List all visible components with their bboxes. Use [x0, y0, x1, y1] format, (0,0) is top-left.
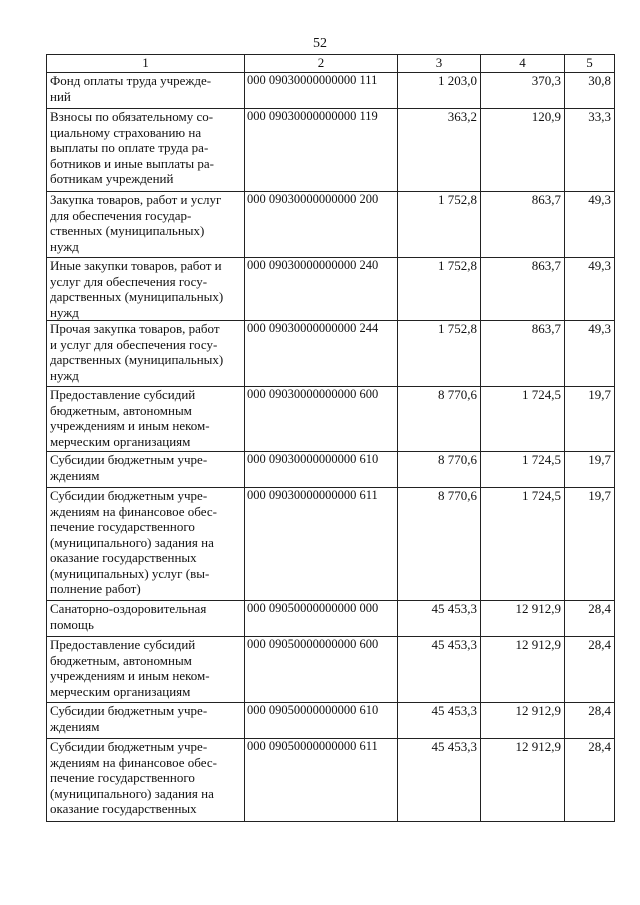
row-fact-cell: 370,3 [481, 73, 565, 109]
table-row [47, 73, 615, 109]
row-code-cell: 000 09030000000000 600 [245, 387, 398, 452]
row-percent-cell: 19,7 [565, 488, 615, 601]
row-name-cell: Санаторно-оздоровительная помощь [47, 601, 245, 637]
table-row [47, 452, 615, 488]
row-plan-cell: 8 770,6 [398, 452, 481, 488]
row-fact-cell: 12 912,9 [481, 601, 565, 637]
row-plan-cell: 45 453,3 [398, 703, 481, 739]
page-number: 52 [313, 36, 327, 51]
row-name-cell: Взносы по обязательному со- циальному страхованию на выплаты по оплате труда ра- ботников и иные выплаты ра- ботникам учреждений [47, 109, 245, 192]
row-code-cell: 000 09050000000000 610 [245, 703, 398, 739]
row-fact-cell: 12 912,9 [481, 703, 565, 739]
row-percent-cell: 30,8 [565, 73, 615, 109]
row-code-cell: 000 09050000000000 000 [245, 601, 398, 637]
row-name-cell: Субсидии бюджетным учре- ждениям [47, 703, 245, 739]
row-plan-cell: 1 752,8 [398, 258, 481, 321]
row-name-cell: Иные закупки товаров, работ и услуг для обеспечения госу- дарственных (муниципальных) нужд [47, 258, 245, 321]
column-header-3: 3 [398, 55, 481, 73]
row-percent-cell: 49,3 [565, 192, 615, 258]
row-fact-cell: 863,7 [481, 192, 565, 258]
row-percent-cell: 28,4 [565, 739, 615, 822]
row-name-cell: Субсидии бюджетным учре- ждениям на финансовое обес- печение государственного (муниципального) задания на оказание государственных [47, 739, 245, 822]
table-row [47, 637, 615, 703]
row-name-cell: Предоставление субсидий бюджетным, автономным учреждениям и иным неком- мерческим организациям [47, 637, 245, 703]
row-code-cell: 000 09030000000000 244 [245, 321, 398, 387]
table-row [47, 109, 615, 192]
row-percent-cell: 49,3 [565, 321, 615, 387]
row-fact-cell: 863,7 [481, 258, 565, 321]
row-fact-cell: 1 724,5 [481, 387, 565, 452]
table-row [47, 321, 615, 387]
row-percent-cell: 19,7 [565, 387, 615, 452]
row-fact-cell: 1 724,5 [481, 488, 565, 601]
row-plan-cell: 1 752,8 [398, 321, 481, 387]
row-plan-cell: 8 770,6 [398, 488, 481, 601]
row-fact-cell: 12 912,9 [481, 637, 565, 703]
row-percent-cell: 49,3 [565, 258, 615, 321]
row-name-cell: Субсидии бюджетным учре- ждениям [47, 452, 245, 488]
row-code-cell: 000 09030000000000 610 [245, 452, 398, 488]
table-row [47, 703, 615, 739]
row-name-cell: Субсидии бюджетным учре- ждениям на финансовое обес- печение государственного (муниципального) задания на оказание государственных (муниципальных) услуг (вы- полнение работ) [47, 488, 245, 601]
row-plan-cell: 1 203,0 [398, 73, 481, 109]
column-header-4: 4 [481, 55, 565, 73]
row-percent-cell: 28,4 [565, 637, 615, 703]
row-code-cell: 000 09030000000000 611 [245, 488, 398, 601]
row-percent-cell: 28,4 [565, 601, 615, 637]
row-name-cell: Закупка товаров, работ и услуг для обеспечения государ- ственных (муниципальных) нужд [47, 192, 245, 258]
table-header-row [47, 55, 615, 73]
row-percent-cell: 19,7 [565, 452, 615, 488]
table-row [47, 258, 615, 321]
column-header-5: 5 [565, 55, 615, 73]
row-plan-cell: 45 453,3 [398, 637, 481, 703]
table-row [47, 192, 615, 258]
table-body [47, 73, 615, 822]
row-name-cell: Прочая закупка товаров, работ и услуг для обеспечения госу- дарственных (муниципальных) нужд [47, 321, 245, 387]
row-plan-cell: 45 453,3 [398, 601, 481, 637]
row-code-cell: 000 09030000000000 200 [245, 192, 398, 258]
row-code-cell: 000 09050000000000 611 [245, 739, 398, 822]
row-name-cell: Предоставление субсидий бюджетным, автономным учреждениям и иным неком- мерческим организациям [47, 387, 245, 452]
table-row [47, 601, 615, 637]
row-fact-cell: 120,9 [481, 109, 565, 192]
row-code-cell: 000 09050000000000 600 [245, 637, 398, 703]
row-percent-cell: 28,4 [565, 703, 615, 739]
row-code-cell: 000 09030000000000 119 [245, 109, 398, 192]
row-plan-cell: 45 453,3 [398, 739, 481, 822]
column-header-2: 2 [245, 55, 398, 73]
column-header-1: 1 [47, 55, 245, 73]
row-code-cell: 000 09030000000000 111 [245, 73, 398, 109]
table-row [47, 387, 615, 452]
row-plan-cell: 8 770,6 [398, 387, 481, 452]
row-fact-cell: 1 724,5 [481, 452, 565, 488]
row-name-cell: Фонд оплаты труда учрежде- ний [47, 73, 245, 109]
budget-table [46, 54, 615, 822]
row-fact-cell: 12 912,9 [481, 739, 565, 822]
row-plan-cell: 363,2 [398, 109, 481, 192]
table-row [47, 739, 615, 822]
row-percent-cell: 33,3 [565, 109, 615, 192]
row-fact-cell: 863,7 [481, 321, 565, 387]
row-code-cell: 000 09030000000000 240 [245, 258, 398, 321]
row-plan-cell: 1 752,8 [398, 192, 481, 258]
table-row [47, 488, 615, 601]
